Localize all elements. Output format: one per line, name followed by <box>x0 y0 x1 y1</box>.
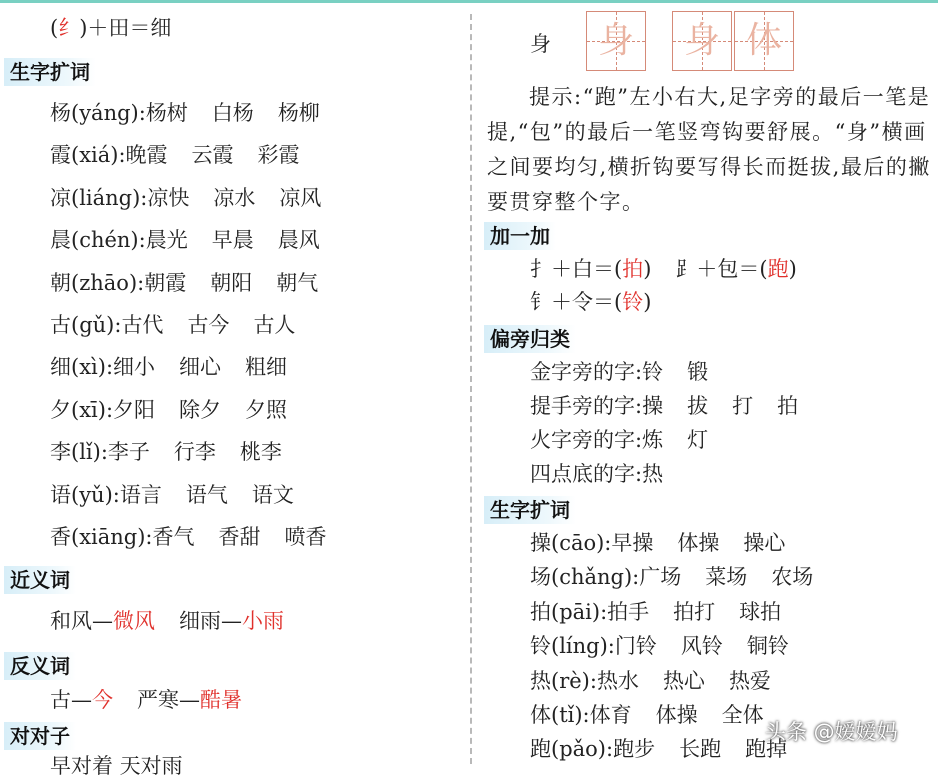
add-row-1: 扌＋白＝(拍) ⻊＋包＝(跑) <box>530 257 797 281</box>
vocab-word: 语文 <box>251 482 294 507</box>
vocab-head: 热(rè): <box>530 668 597 693</box>
practice-char-label: 身 <box>530 32 551 56</box>
vocab-word: 拍打 <box>673 599 716 624</box>
practice-grid-1 <box>586 11 646 71</box>
column-divider <box>470 14 472 764</box>
vocab-head: 四点底的字: <box>530 462 643 486</box>
vocab-word: 晨风 <box>277 228 320 253</box>
vocab-word: 云霞 <box>191 143 234 168</box>
vocab-word: 朝霞 <box>144 270 187 295</box>
vocab-head: 李(lǐ): <box>50 440 108 465</box>
vocab-row <box>530 598 781 626</box>
vocab-word: 杨柳 <box>277 101 320 125</box>
vocab-word: 打 <box>732 394 754 418</box>
vocab-head: 霞(xiá): <box>50 143 126 168</box>
section-heading-antonym: 反义词 <box>4 652 76 680</box>
vocab-head: 夕(xī): <box>50 397 114 422</box>
vocab-word: 古代 <box>121 313 164 337</box>
watermark: 头条 @嫒嫒妈 <box>765 720 898 744</box>
vocab-word: 灯 <box>687 428 709 452</box>
vocab-row <box>50 438 282 466</box>
practice-grid-3 <box>734 11 794 71</box>
vocab-row <box>50 141 300 169</box>
practice-grid-char: 体 <box>745 20 782 61</box>
vocab-head: 火字旁的字: <box>530 428 643 452</box>
vocab-word: 早操 <box>611 531 654 555</box>
section-heading-couplet: 对对子 <box>4 722 76 750</box>
vocab-word: 粗细 <box>245 355 288 380</box>
vocab-word: 跑掉 <box>745 737 788 762</box>
top-accent-bar <box>0 0 938 3</box>
vocab-word: 细心 <box>179 355 222 380</box>
vocab-word: 香甜 <box>218 525 261 549</box>
vocab-word: 拍 <box>777 394 799 418</box>
vocab-word: 早晨 <box>211 228 254 253</box>
vocab-word: 凉风 <box>279 185 322 210</box>
vocab-word: 夕阳 <box>113 397 156 422</box>
vocab-word: 热水 <box>596 668 639 693</box>
vocab-head: 香(xiāng): <box>50 525 153 549</box>
vocab-word: 跑步 <box>613 737 656 762</box>
vocab-word: 桃李 <box>239 440 282 465</box>
vocab-word: 炼 <box>642 428 664 452</box>
vocab-row <box>530 392 798 420</box>
vocab-word: 行李 <box>173 440 216 465</box>
vocab-word: 彩霞 <box>257 143 300 168</box>
vocab-head: 场(chǎng): <box>530 565 640 590</box>
vocab-row <box>530 563 813 591</box>
vocab-row <box>530 735 787 763</box>
vocab-word: 操 <box>642 394 664 418</box>
vocab-word: 拔 <box>687 394 709 418</box>
couplet-partial: 早对着 天对雨 <box>50 754 183 778</box>
vocab-word: 晚霞 <box>125 143 168 168</box>
section-heading-radical: 偏旁归类 <box>484 325 576 353</box>
section-heading-vocab-left: 生字扩词 <box>4 58 96 86</box>
vocab-row <box>50 226 320 254</box>
vocab-word: 农场 <box>771 565 814 590</box>
vocab-row <box>530 529 785 557</box>
vocab-word: 铜铃 <box>746 634 789 659</box>
vocab-row <box>50 523 327 551</box>
vocab-word: 朝阳 <box>210 270 253 295</box>
vocab-row <box>50 184 321 212</box>
vocab-head: 朝(zhāo): <box>50 270 145 295</box>
vocab-word: 操心 <box>743 531 786 555</box>
vocab-word: 体育 <box>589 703 632 727</box>
vocab-head: 提手旁的字: <box>530 394 643 418</box>
writing-tip: 提示:“跑”左小右大,足字旁的最后一笔是提,“包”的最后一笔竖弯钩要舒展。“身”横画之间要均匀,横折钩要写得长而挺拔,最后的撇要贯穿整个字。 <box>487 85 931 214</box>
section-heading-synonym: 近义词 <box>4 566 76 594</box>
vocab-word: 风铃 <box>680 634 723 659</box>
vocab-row <box>50 481 294 509</box>
synonym-row: 和风—微风 细雨—小雨 <box>50 609 284 633</box>
vocab-row <box>50 311 295 339</box>
vocab-head: 凉(liáng): <box>50 185 148 210</box>
vocab-head: 拍(pāi): <box>530 599 608 624</box>
vocab-row <box>530 426 708 454</box>
vocab-row <box>530 358 708 386</box>
vocab-word: 细小 <box>113 355 156 380</box>
vocab-word: 广场 <box>639 565 682 590</box>
vocab-word: 古人 <box>253 313 296 337</box>
vocab-word: 热心 <box>662 668 705 693</box>
vocab-row <box>530 701 764 729</box>
vocab-word: 体操 <box>677 531 720 555</box>
vocab-word: 铃 <box>642 360 664 384</box>
vocab-word: 白杨 <box>211 101 254 125</box>
section-heading-add: 加一加 <box>484 222 556 250</box>
vocab-row <box>50 99 320 127</box>
vocab-head: 跑(pǎo): <box>530 737 614 762</box>
practice-grid-char: 身 <box>683 20 720 61</box>
vocab-head: 古(gǔ): <box>50 313 122 337</box>
vocab-word: 朝气 <box>276 270 319 295</box>
antonym-row: 古—今 严寒—酷暑 <box>50 688 242 712</box>
vocab-word: 体操 <box>655 703 698 727</box>
vocab-head: 金字旁的字: <box>530 360 643 384</box>
vocab-word: 球拍 <box>739 599 782 624</box>
vocab-word: 语气 <box>185 482 228 507</box>
vocab-word: 香气 <box>152 525 195 549</box>
vocab-word: 锻 <box>687 360 709 384</box>
vocab-word: 拍手 <box>607 599 650 624</box>
vocab-row <box>530 460 663 488</box>
vocab-word: 喷香 <box>284 525 327 549</box>
vocab-row <box>530 667 771 695</box>
vocab-word: 热 <box>642 462 664 486</box>
vocab-word: 全体 <box>721 703 764 727</box>
vocab-head: 铃(líng): <box>530 634 615 659</box>
vocab-word: 热爱 <box>728 668 771 693</box>
vocab-word: 除夕 <box>179 397 222 422</box>
vocab-word: 菜场 <box>705 565 748 590</box>
vocab-word: 夕照 <box>245 397 288 422</box>
vocab-row <box>50 396 287 424</box>
vocab-word: 杨树 <box>145 101 188 125</box>
vocab-word: 李子 <box>107 440 150 465</box>
vocab-head: 语(yǔ): <box>50 482 120 507</box>
vocab-word: 门铃 <box>614 634 657 659</box>
vocab-word: 晨光 <box>145 228 188 253</box>
vocab-head: 操(cāo): <box>530 531 612 555</box>
vocab-head: 细(xì): <box>50 355 114 380</box>
section-heading-vocab-right: 生字扩词 <box>484 496 576 524</box>
vocab-head: 晨(chén): <box>50 228 146 253</box>
vocab-head: 杨(yáng): <box>50 101 146 125</box>
practice-grid-2 <box>672 11 732 71</box>
vocab-word: 凉快 <box>147 185 190 210</box>
vocab-row <box>50 353 287 381</box>
practice-grid-char: 身 <box>597 20 634 61</box>
add-row-2: 钅＋令＝(铃) <box>530 290 652 314</box>
vocab-row <box>530 632 789 660</box>
vocab-word: 语言 <box>119 482 162 507</box>
radical-formula: (纟)＋田＝细 <box>50 16 172 40</box>
vocab-row <box>50 269 318 297</box>
vocab-word: 凉水 <box>213 185 256 210</box>
vocab-word: 古今 <box>187 313 230 337</box>
vocab-word: 长跑 <box>679 737 722 762</box>
vocab-head: 体(tǐ): <box>530 703 590 727</box>
